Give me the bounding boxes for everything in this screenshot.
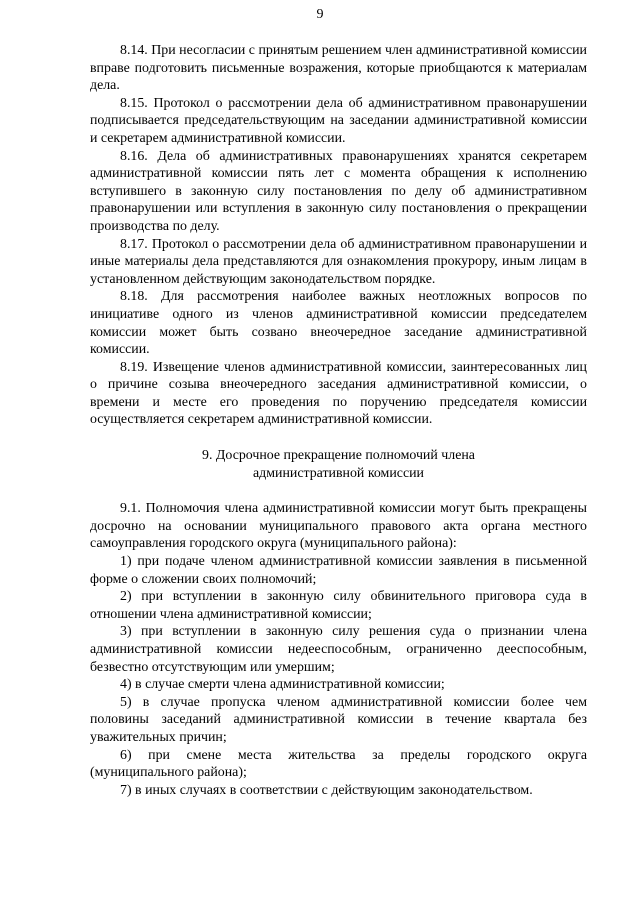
section-heading-line-2: административной комиссии (253, 465, 424, 481)
paragraph-8-15: 8.15. Протокол о рассмотрении дела об административном правонарушении подписывается председательствующим на заседании административной комиссии и секретарем административной комиссии. (90, 95, 587, 146)
list-item-1: 1) при подаче членом административной комиссии заявления в письменной форме о сложении своих полномочий; (90, 554, 587, 587)
paragraph-8-16: 8.16. Дела об административных правонарушениях хранятся секретарем административной комиссии пять лет с момента обращения к исполнению вступившего в законную силу постановления по делу об административном правонарушении или вступления в законную силу постановления о прекращении производства по делу. (90, 148, 587, 234)
list-item-4: 4) в случае смерти члена административной комиссии; (120, 677, 445, 693)
list-item-6: 6) при смене места жительства за пределы городского округа (муниципального района); (90, 747, 587, 781)
paragraph-9-1: 9.1. Полномочия члена административной комиссии могут быть прекращены досрочно на основании муниципального правового акта органа местного самоуправления городского округа (муниципального района): (90, 501, 587, 552)
list-item-3: 3) при вступлении в законную силу решения суда о признании члена административной комиссии недееспособным, ограниченно дееспособным, безвестно отсутствующим или умершим; (90, 624, 587, 675)
paragraph-8-19: 8.19. Извещение членов административной комиссии, заинтересованных лиц о причине созыва внеочередного заседания административной комиссии, о времени и месте его проведения по поручению председателя комиссии осуществляется секретарем административной комиссии. (90, 359, 587, 428)
paragraph-8-14: 8.14. При несогласии с принятым решением член административной комиссии вправе подготовить письменные возражения, которые приобщаются к материалам дела. (90, 43, 587, 94)
list-item-7: 7) в иных случаях в соответствии с действующим законодательством. (120, 782, 533, 798)
list-item-2: 2) при вступлении в законную силу обвинительного приговора суда в отношении члена административной комиссии; (90, 589, 587, 622)
section-heading-line-1: 9. Досрочное прекращение полномочий члена (202, 448, 475, 464)
document-body (90, 42, 587, 799)
list-item-5: 5) в случае пропуска членом административной комиссии более чем половины заседаний административной комиссии в течение квартала без уважительных причин; (90, 694, 587, 745)
page-number: 9 (316, 7, 324, 22)
section-heading (90, 447, 587, 482)
paragraph-8-18: 8.18. Для рассмотрения наиболее важных неотложных вопросов по инициативе одного из членов административной комиссии председателем комиссии может быть созвано внеочередное заседание административной комиссии. (90, 289, 587, 358)
paragraph-8-17: 8.17. Протокол о рассмотрении дела об административном правонарушении и иные материалы дела представляются для ознакомления прокурору, иным лицам в установленном действующим законодательством порядке. (90, 236, 587, 287)
